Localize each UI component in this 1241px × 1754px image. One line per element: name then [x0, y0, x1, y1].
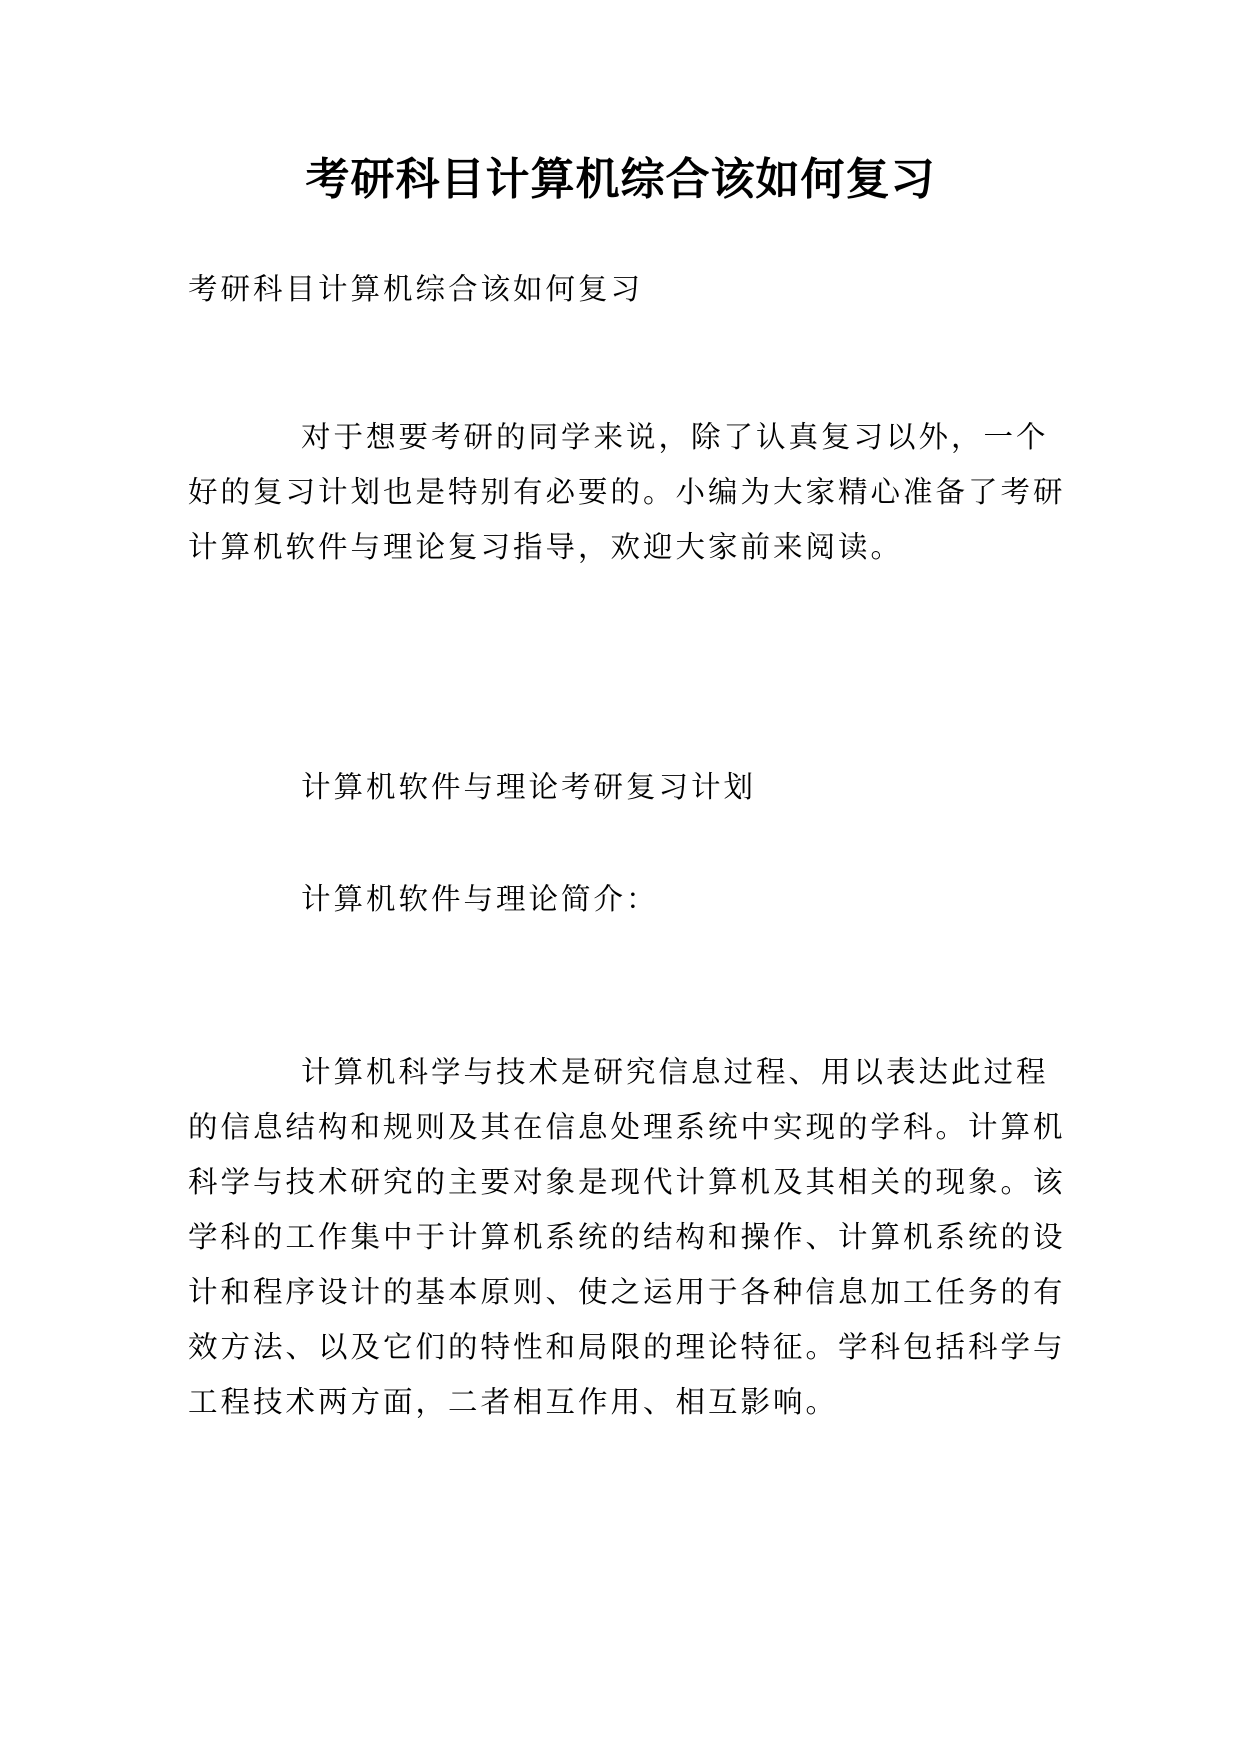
- plan-heading: 计算机软件与理论考研复习计划: [301, 770, 757, 804]
- document-title: 考研科目计算机综合该如何复习: [305, 154, 936, 205]
- intro-paragraph: 对于想要考研的同学来说，除了认真复习以外，一个好的复习计划也是特别有必要的。小编为大家精心准备了考研计算机软件与理论复习指导，欢迎大家前来阅读。: [188, 420, 1066, 564]
- overview-heading: 计算机软件与理论简介：: [301, 882, 659, 916]
- document-subtitle: 考研科目计算机综合该如何复习: [188, 272, 644, 306]
- overview-paragraph: 计算机科学与技术是研究信息过程、用以表达此过程的信息结构和规则及其在信息处理系统中实现的学科。计算机科学与技术研究的主要对象是现代计算机及其相关的现象。该学科的工作集中于计算机系统的结构和操作、计算机系统的设计和程序设计的基本原则、使之运用于各种信息加工任务的有效方法、以及它们的特性和局限的理论特征。学科包括科学与工程技术两方面，二者相互作用、相互影响。: [188, 1055, 1066, 1419]
